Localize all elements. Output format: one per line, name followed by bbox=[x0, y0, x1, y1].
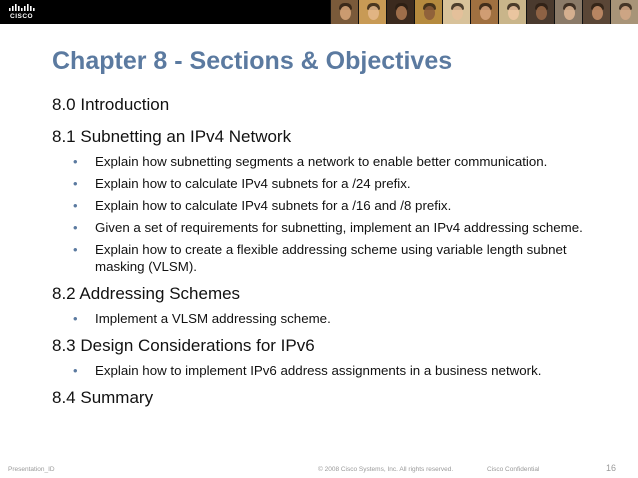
photo-person bbox=[414, 0, 442, 24]
bullet-text: Explain how to implement IPv6 address assignments in a business network. bbox=[95, 363, 542, 378]
bullet-icon: • bbox=[73, 363, 78, 378]
section-addressing-schemes bbox=[52, 283, 612, 327]
bullet-icon: • bbox=[73, 242, 78, 257]
section-heading: 8.2 Addressing Schemes bbox=[52, 284, 241, 303]
bullet-item bbox=[52, 241, 612, 275]
photo-person bbox=[610, 0, 638, 24]
slide-body bbox=[52, 94, 612, 409]
bullet-list bbox=[52, 153, 612, 275]
bullet-icon: • bbox=[73, 154, 78, 169]
section-heading: 8.0 Introduction bbox=[52, 95, 170, 114]
section-introduction bbox=[52, 94, 612, 116]
bullet-item bbox=[52, 310, 612, 327]
bullet-list bbox=[52, 362, 612, 379]
photo-person bbox=[330, 0, 358, 24]
page-number: 16 bbox=[605, 463, 616, 473]
photo-person bbox=[526, 0, 554, 24]
footer-copyright: © 2008 Cisco Systems, Inc. All rights reserved. bbox=[318, 466, 454, 473]
bullet-icon: • bbox=[73, 176, 78, 191]
bullet-item bbox=[52, 362, 612, 379]
section-ipv6-design bbox=[52, 335, 612, 379]
bullet-text: Explain how to calculate IPv4 subnets for a /16 and /8 prefix. bbox=[95, 198, 452, 213]
cisco-bars-icon bbox=[9, 4, 37, 12]
bullet-text: Given a set of requirements for subnetting, implement an IPv4 addressing scheme. bbox=[95, 220, 583, 235]
bullet-text: Implement a VLSM addressing scheme. bbox=[95, 311, 331, 326]
bullet-list bbox=[52, 310, 612, 327]
bullet-item bbox=[52, 175, 612, 192]
bullet-icon: • bbox=[73, 311, 78, 326]
bullet-item bbox=[52, 219, 612, 236]
people-photo-strip bbox=[330, 0, 638, 24]
section-heading: 8.4 Summary bbox=[52, 388, 154, 407]
bullet-item bbox=[52, 197, 612, 214]
footer-confidential: Cisco Confidential bbox=[487, 466, 540, 473]
header-banner bbox=[0, 0, 638, 24]
section-heading: 8.3 Design Considerations for IPv6 bbox=[52, 336, 315, 355]
photo-person bbox=[582, 0, 610, 24]
logo-text: CISCO bbox=[10, 13, 34, 20]
bullet-text: Explain how to calculate IPv4 subnets for a /24 prefix. bbox=[95, 176, 411, 191]
photo-person bbox=[554, 0, 582, 24]
photo-person bbox=[386, 0, 414, 24]
footer-presentation-id: Presentation_ID bbox=[8, 466, 55, 473]
photo-person bbox=[498, 0, 526, 24]
cisco-logo bbox=[6, 2, 40, 22]
photo-person bbox=[358, 0, 386, 24]
section-subnetting bbox=[52, 126, 612, 275]
section-heading: 8.1 Subnetting an IPv4 Network bbox=[52, 127, 292, 146]
bullet-icon: • bbox=[73, 220, 78, 235]
bullet-item bbox=[52, 153, 612, 170]
photo-person bbox=[442, 0, 470, 24]
slide-title: Chapter 8 - Sections & Objectives bbox=[52, 47, 453, 75]
section-summary bbox=[52, 387, 612, 409]
bullet-icon: • bbox=[73, 198, 78, 213]
photo-person bbox=[470, 0, 498, 24]
bullet-text: Explain how subnetting segments a network to enable better communication. bbox=[95, 154, 548, 169]
bullet-text: Explain how to create a flexible addressing scheme using variable length subnet masking (VLSM). bbox=[95, 242, 567, 274]
